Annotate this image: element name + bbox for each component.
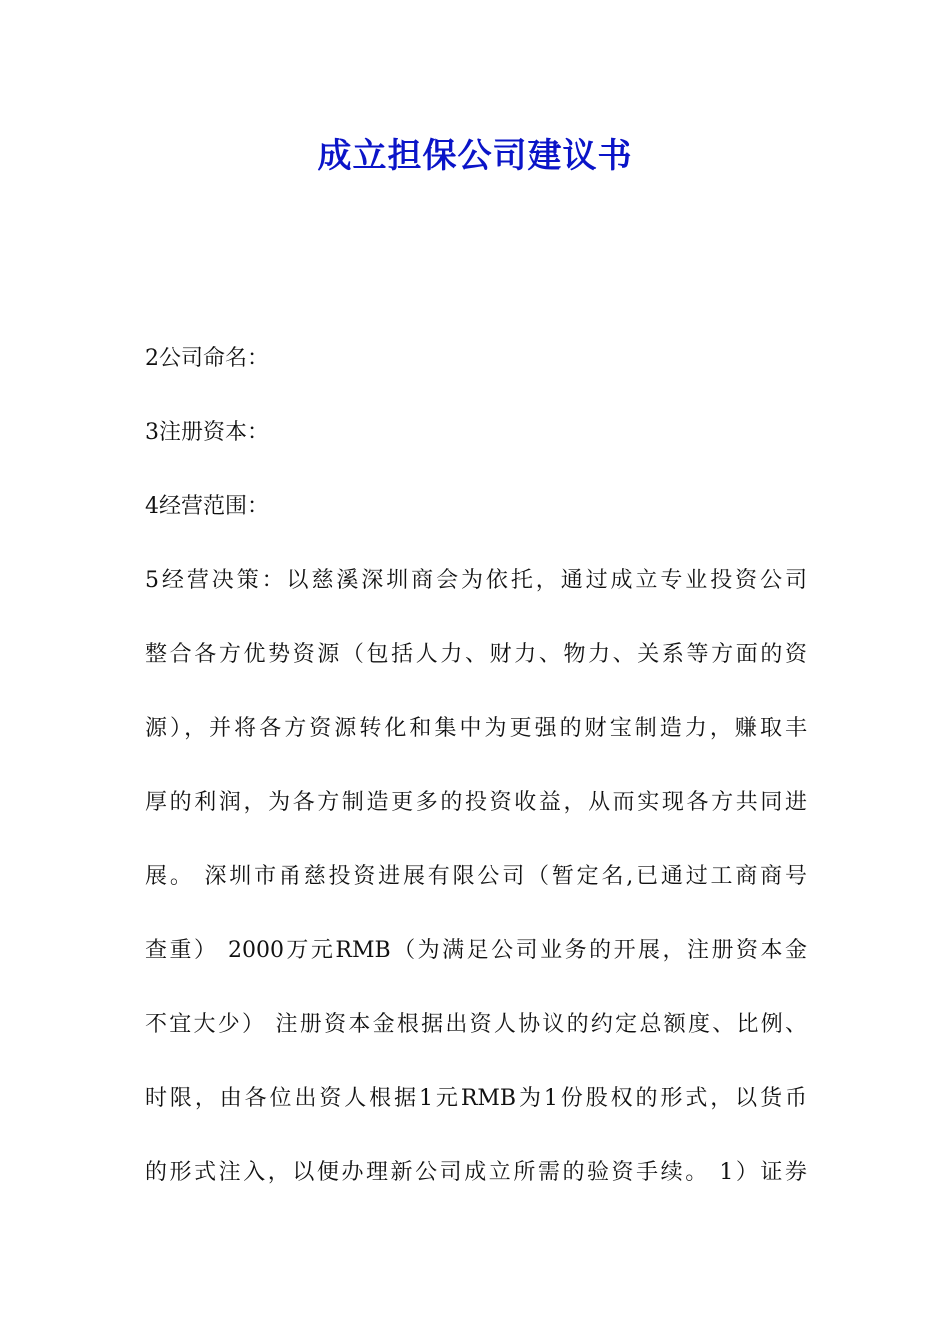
document-body [145, 344, 810, 1204]
paragraph-line: 时限，由各位出资人根据1元RMB为1份股权的形式，以货币 [145, 1086, 807, 1111]
item-business-scope: 4经营范围： [145, 494, 269, 519]
paragraph-line: 展。 深圳市甬慈投资进展有限公司（暂定名,已通过工商商号 [145, 864, 807, 889]
paragraph-line: 的形式注入，以便办理新公司成立所需的验资手续。 1）证券 [145, 1160, 807, 1185]
paragraph-line: 查重） 2000万元RMB（为满足公司业务的开展，注册资本金 [145, 938, 807, 963]
paragraph-line: 不宜大少） 注册资本金根据出资人协议的约定总额度、比例、 [145, 1012, 807, 1037]
paragraph-line: 厚的利润，为各方制造更多的投资收益，从而实现各方共同进 [145, 790, 807, 815]
document-title: 成立担保公司建议书 [317, 136, 633, 176]
paragraph-line: 源），并将各方资源转化和集中为更强的财宝制造力，赚取丰 [145, 716, 807, 741]
paragraph-line: 整合各方优势资源（包括人力、财力、物力、关系等方面的资 [145, 642, 807, 667]
item-registered-capital: 3注册资本： [145, 420, 269, 445]
paragraph-line: 5经营决策：以慈溪深圳商会为依托，通过成立专业投资公司 [145, 568, 807, 593]
item-company-name: 2公司命名： [145, 346, 269, 371]
